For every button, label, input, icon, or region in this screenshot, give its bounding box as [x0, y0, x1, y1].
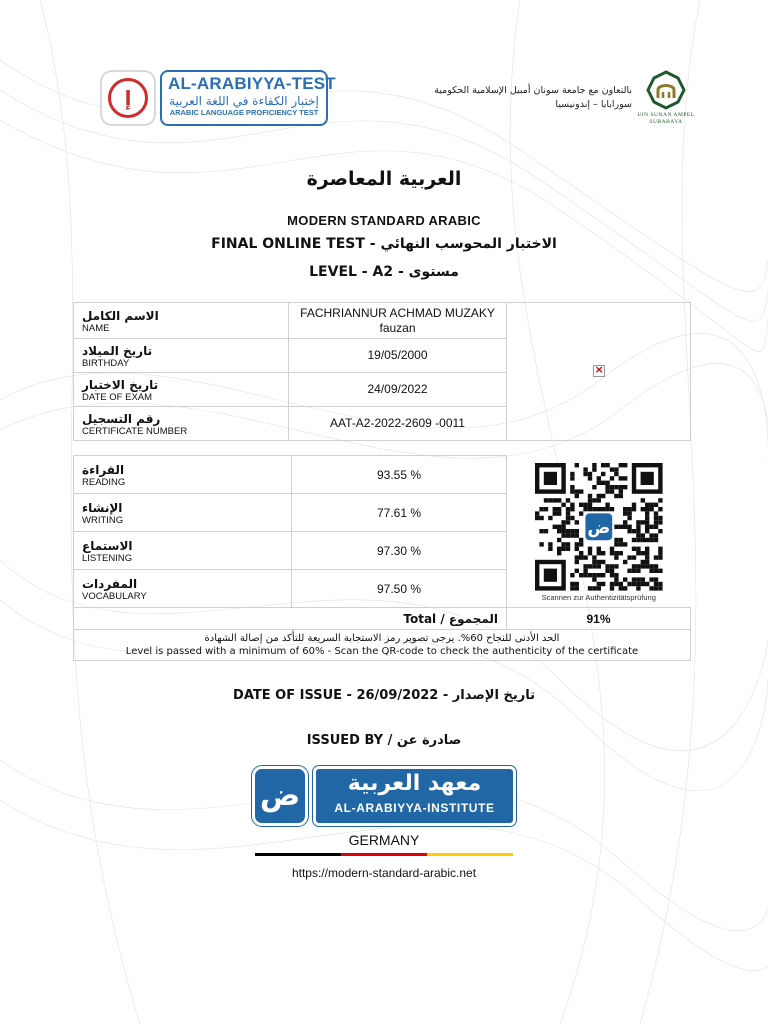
total-label: Total / المجموع [74, 608, 507, 630]
brand-arabic: إختبار الكفاءة في اللغة العربية [169, 94, 319, 108]
info-label-en: BIRTHDAY [82, 357, 130, 369]
info-label-en: DATE OF EXAM [82, 391, 153, 403]
brand-title: AL-ARABIYYA-TEST [168, 74, 336, 93]
info-value: 19/05/2000 [289, 339, 507, 373]
coop-line-2: سورابايا – إندونيسيا [555, 99, 632, 110]
coop-line-1: بالتعاون مع جامعة سونان أمبيل الإسلامية الحكومية [434, 85, 632, 96]
qr-code[interactable] [530, 462, 668, 592]
photo-cell [507, 303, 691, 441]
institute-icon [252, 766, 308, 826]
uin-line-2: SURABAYA [649, 119, 683, 125]
title-msa: MODERN STANDARD ARABIC [287, 213, 481, 228]
title-arabic: العربية المعاصرة [306, 168, 462, 190]
flag-red [341, 853, 427, 856]
qr-cell [507, 456, 691, 608]
issue-date: DATE OF ISSUE - 26/09/2022 - تاريخ الإصدار [233, 688, 535, 703]
brand-english: ARABIC LANGUAGE PROFICIENCY TEST [169, 108, 319, 117]
aat-brand-box [160, 70, 336, 126]
score-label-ar: الإنشاء [82, 500, 123, 515]
score-label-ar: القراءة [82, 462, 125, 477]
qr-center-letter: ض [587, 517, 610, 538]
flag-black [255, 853, 341, 856]
info-value: FACHRIANNUR ACHMAD MUZAKY [300, 305, 495, 320]
total-value: 91% [507, 608, 691, 630]
score-label-ar: الاستماع [82, 538, 133, 553]
cooperation-text [382, 84, 632, 112]
info-label-en: CERTIFICATE NUMBER [82, 425, 188, 437]
score-value: 93.55 % [292, 456, 507, 494]
german-flag-bar [255, 853, 513, 856]
note-arabic: الحد الأدنى للنجاح 60%. يرجى تصوير رمز الاستجابة السريعة للتأكد من إصالة الشهادة [204, 633, 560, 644]
info-label-ar: الاسم الكامل [82, 308, 159, 323]
title-level: LEVEL - A2 - مستوى [309, 264, 459, 280]
info-table [73, 302, 691, 441]
uin-text [633, 112, 699, 126]
qr-caption: Scannen zur Authentizitätsprüfung [541, 592, 656, 602]
broken-image-icon [593, 365, 605, 377]
country: GERMANY [348, 832, 420, 848]
score-value: 77.61 % [292, 494, 507, 532]
institute-name-en: AL-ARABIYYA-INSTITUTE [334, 801, 495, 815]
info-row-name [74, 303, 691, 339]
score-label-ar: المفردات [82, 576, 138, 591]
website-url[interactable]: https://modern-standard-arabic.net [291, 866, 477, 880]
uin-emblem-icon [644, 70, 688, 110]
score-label-en: LISTENING [82, 552, 133, 564]
score-label-en: VOCABULARY [82, 590, 147, 602]
info-label-en: NAME [82, 322, 110, 334]
score-value: 97.30 % [292, 532, 507, 570]
score-label-en: WRITING [82, 514, 124, 526]
info-value-2: fauzan [379, 320, 416, 335]
info-value: AAT-A2-2022-2609 -0011 [289, 407, 507, 441]
info-label-ar: رقم التسجيل [82, 411, 161, 426]
info-label-ar: تاريخ الميلاد [82, 343, 153, 358]
note-row [74, 630, 691, 661]
institute-logo [313, 766, 516, 826]
uin-line-1: UIN SUNAN AMPEL [637, 112, 695, 118]
score-row-reading [74, 456, 691, 494]
info-value: 24/09/2022 [289, 373, 507, 407]
note-english: Level is passed with a minimum of 60% - Scan the QR-code to check the authenticity of the certificate [125, 646, 639, 657]
scores-table [73, 455, 691, 661]
info-label-ar: تاريخ الاختبار [82, 377, 159, 392]
aat-seal-logo [100, 70, 156, 126]
issued-by: ISSUED BY / صادرة عن [306, 733, 462, 748]
institute-icon-letter: ض [259, 778, 301, 813]
institute-name-ar: معهد العربية [347, 771, 482, 796]
flag-gold [427, 853, 513, 856]
seal-letter: إ [124, 86, 132, 110]
title-final-test: FINAL ONLINE TEST - الاختبار المحوسب النهائي [211, 236, 557, 252]
total-row [74, 608, 691, 630]
score-label-en: READING [82, 476, 126, 488]
score-value: 97.50 % [292, 570, 507, 608]
